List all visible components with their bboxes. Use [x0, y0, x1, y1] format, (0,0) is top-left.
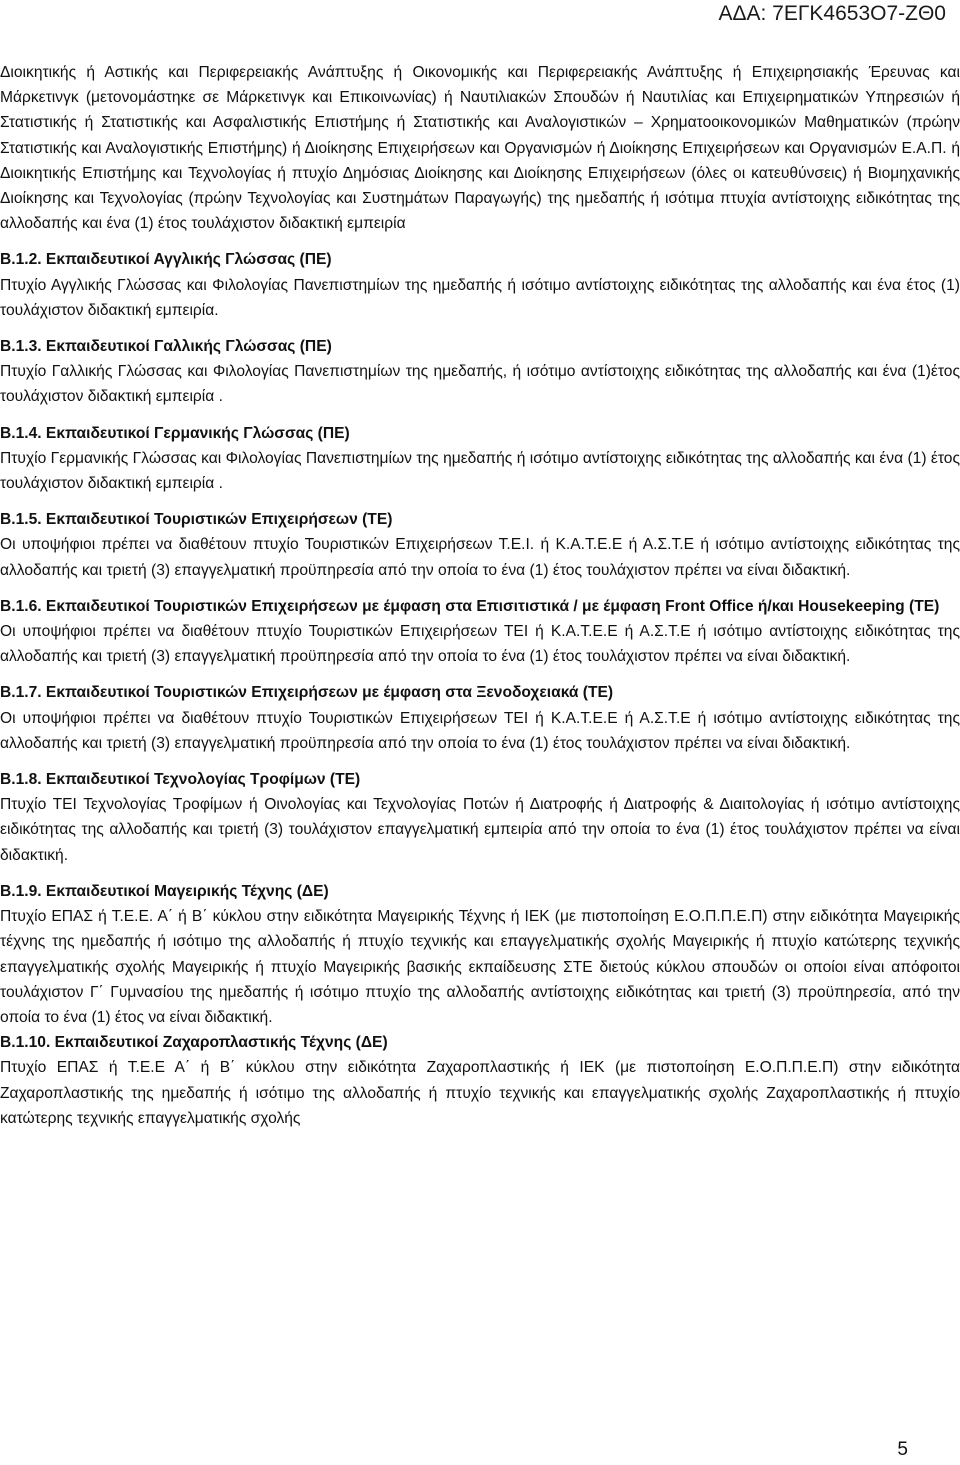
page-number: 5 [897, 1439, 908, 1460]
section-body: Πτυχίο ΕΠΑΣ ή Τ.Ε.Ε Α΄ ή Β΄ κύκλου στην ειδικότητα Ζαχαροπλαστικής ή ΙΕΚ (με πιστοποίηση Ε.Ο.Π.Π.Ε.Π) στην ειδικότητα Ζαχαροπλαστικής της ημεδαπής ή ισότιμο της αλλοδαπής ή πτυχίο τεχνικής και επαγγελματικής σχολής Ζαχαροπλαστικής ή πτυχίο κατώτερης τεχνικής επαγγελματικής σχολής [0, 1059, 960, 1127]
section-body: Οι υποψήφιοι πρέπει να διαθέτουν πτυχίο Τουριστικών Επιχειρήσεων ΤΕΙ ή Κ.Α.Τ.Ε.Ε ή Α.Σ.Τ.Ε ή ισότιμο αντίστοιχης ειδικότητας της αλλοδαπής και τριετή (3) επαγγελματική προϋπηρεσία από την οποία το ένα (1) έτος τουλάχιστον πρέπει να είναι διδακτική. [0, 623, 960, 666]
section-heading: Β.1.2. Εκπαιδευτικοί Αγγλικής Γλώσσας (ΠΕ) [0, 251, 332, 269]
section-body: Πτυχίο ΕΠΑΣ ή Τ.Ε.Ε. Α΄ ή Β΄ κύκλου στην ειδικότητα Μαγειρικής Τέχνης ή ΙΕΚ (με πιστοποίηση Ε.Ο.Π.Π.Ε.Π) στην ειδικότητα Μαγειρικής τέχνης της ημεδαπής ή ισότιμο της αλλοδαπής ή πτυχίο τεχνικής και επαγγελματικής σχολής Μαγειρικής ή πτυχίο κατώτερης τεχνικής επαγγελματικής σχολής Μαγειρικής ή πτυχίο Μαγειρικής βασικής εκπαίδευσης ΣΤΕ διετούς κύκλου σπουδών οι οποίοι είναι απόφοιτοι τουλάχιστον Γ΄ Γυμνασίου της ημεδαπής ή ισότιμο πτυχίο της αλλοδαπής αντίστοιχης ειδικότητας και τριετή (3) προϋπηρεσία, από την οποία το ένα (1) έτος να είναι διδακτική. [0, 908, 960, 1026]
ada-code: ΑΔΑ: 7ΕΓΚ4653Ο7-ΖΘ0 [718, 2, 946, 25]
document-body [0, 60, 960, 1131]
section-b-1-3 [0, 334, 960, 410]
section-heading: Β.1.5. Εκπαιδευτικοί Τουριστικών Επιχειρήσεων (ΤΕ) [0, 511, 393, 529]
section-b-1-10 [0, 1030, 960, 1131]
section-body: Οι υποψήφιοι πρέπει να διαθέτουν πτυχίο Τουριστικών Επιχειρήσεων Τ.Ε.Ι. ή Κ.Α.Τ.Ε.Ε ή Α.Σ.Τ.Ε ή ισότιμο αντίστοιχης ειδικότητας της αλλοδαπής και τριετή (3) επαγγελματική προϋπηρεσία από την οποία το ένα (1) έτος τουλάχιστον πρέπει να είναι διδακτική. [0, 536, 960, 579]
section-heading: Β.1.3. Εκπαιδευτικοί Γαλλικής Γλώσσας (ΠΕ) [0, 338, 332, 356]
section-heading: Β.1.7. Εκπαιδευτικοί Τουριστικών Επιχειρήσεων με έμφαση στα Ξενοδοχειακά (ΤΕ) [0, 684, 614, 702]
section-b-1-2 [0, 247, 960, 323]
section-body: Πτυχίο ΤΕΙ Τεχνολογίας Τροφίμων ή Οινολογίας και Τεχνολογίας Ποτών ή Διατροφής ή Διατροφής & Διαιτολογίας ή ισότιμο αντίστοιχης ειδικότητας της αλλοδαπής και τριετή (3) τουλάχιστον επαγγελματική εμπειρία από την οποία το ένα (1) έτος τουλάχιστον πρέπει να είναι διδακτική. [0, 796, 960, 864]
section-body: Πτυχίο Γερμανικής Γλώσσας και Φιλολογίας Πανεπιστημίων της ημεδαπής ή ισότιμο αντίστοιχης ειδικότητας της αλλοδαπής και ένα (1) έτος τουλάχιστον διδακτική εμπειρία . [0, 449, 960, 493]
section-body: Πτυχίο Αγγλικής Γλώσσας και Φιλολογίας Πανεπιστημίων της ημεδαπής ή ισότιμο αντίστοιχης ειδικότητας της αλλοδαπής και ένα έτος (1) τουλάχιστον διδακτική εμπειρία. [0, 276, 960, 319]
section-heading: Β.1.4. Εκπαιδευτικοί Γερμανικής Γλώσσας (ΠΕ) [0, 424, 350, 442]
section-b-1-4 [0, 421, 960, 497]
section-heading: Β.1.9. Εκπαιδευτικοί Μαγειρικής Τέχνης (ΔΕ) [0, 882, 329, 900]
section-b-1-9 [0, 879, 960, 1030]
intro-paragraph: Διοικητικής ή Αστικής και Περιφερειακής Ανάπτυξης ή Οικονομικής και Περιφερειακής Ανάπτυξης ή Επιχειρησιακής Έρευνας και Μάρκετινγκ (μετονομάστηκε σε Μάρκετινγκ και Επικοινωνίας) ή Ναυτιλιακών Σπουδών ή Ναυτιλίας και Επιχειρηματικών Υπηρεσιών ή Στατιστικής ή Στατιστικής και Ασφαλιστικής Επιστήμης ή Στατιστικής και Αναλογιστικών – Χρηματοοικονομικών Μαθηματικών (πρώην Στατιστικής και Αναλογιστικής Επιστήμης) ή Διοίκησης Επιχειρήσεων και Οργανισμών ή Διοίκησης Επιχειρήσεων και Οργανισμών Ε.Α.Π. ή Διοικητικής Επιστήμης και Τεχνολογίας ή πτυχίο Δημόσιας Διοίκησης και Διοίκησης Επιχειρήσεων (όλες οι κατευθύνσεις) ή Βιομηχανικής Διοίκησης και Τεχνολογίας (πρώην Τεχνολογίας και Συστημάτων Παραγωγής) της ημεδαπής ή ισότιμα πτυχία αντίστοιχης ειδικότητας της αλλοδαπής και ένα (1) έτος τουλάχιστον διδακτική εμπειρία [0, 64, 960, 233]
section-b-1-6 [0, 594, 960, 670]
section-body: Οι υποψήφιοι πρέπει να διαθέτουν πτυχίο Τουριστικών Επιχειρήσεων ΤΕΙ ή Κ.Α.Τ.Ε.Ε ή Α.Σ.Τ.Ε ή ισότιμο αντίστοιχης ειδικότητας της αλλοδαπής και τριετή (3) επαγγελματική προϋπηρεσία από την οποία το ένα (1) έτος τουλάχιστον πρέπει να είναι διδακτική. [0, 709, 960, 752]
section-heading: Β.1.6. Εκπαιδευτικοί Τουριστικών Επιχειρήσεων με έμφαση στα Επισιτιστικά / με έμφαση Front Office ή/και Housekeeping (ΤΕ) [0, 597, 940, 615]
section-heading: Β.1.8. Εκπαιδευτικοί Τεχνολογίας Τροφίμων (ΤΕ) [0, 771, 361, 789]
section-heading: Β.1.10. Εκπαιδευτικοί Ζαχαροπλαστικής Τέχνης (ΔΕ) [0, 1034, 388, 1052]
section-b-1-7 [0, 680, 960, 756]
section-b-1-5 [0, 507, 960, 583]
section-body: Πτυχίο Γαλλικής Γλώσσας και Φιλολογίας Πανεπιστημίων της ημεδαπής, ή ισότιμο αντίστοιχης ειδικότητας της αλλοδαπής και ένα (1)έτος τουλάχιστον διδακτική εμπειρία . [0, 363, 960, 406]
section-b-1-8 [0, 767, 960, 868]
